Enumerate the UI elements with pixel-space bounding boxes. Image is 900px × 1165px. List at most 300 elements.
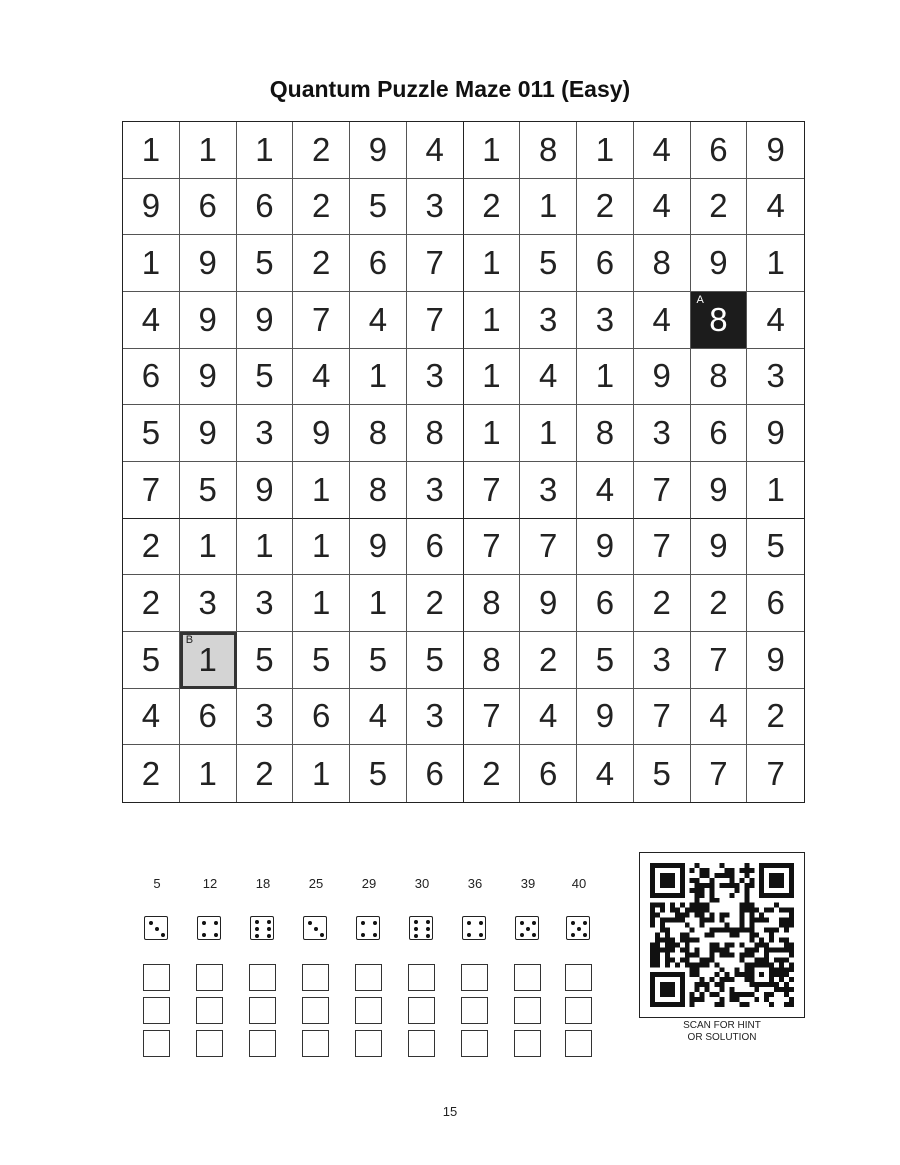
cell-value: 9	[652, 357, 671, 395]
grid-cell[interactable]	[407, 575, 464, 632]
cell-value: 9	[255, 300, 274, 338]
grid-cell[interactable]	[350, 179, 407, 236]
grid-cell[interactable]	[464, 519, 521, 576]
die-pip	[520, 933, 524, 937]
cell-value: 1	[141, 130, 161, 168]
grid-cell[interactable]	[123, 179, 180, 236]
grid-cell[interactable]	[691, 575, 748, 632]
grid-cell[interactable]	[577, 292, 634, 349]
grid-cell[interactable]	[577, 689, 634, 746]
die-pip	[479, 921, 483, 925]
grid-cell[interactable]	[464, 292, 521, 349]
grid-cell[interactable]	[577, 349, 634, 406]
cell-value: 6	[595, 584, 615, 622]
cell-value: 4	[141, 300, 161, 338]
grid-cell[interactable]	[180, 349, 237, 406]
grid-cell[interactable]	[237, 235, 294, 292]
dice-target-number: 18	[255, 876, 271, 891]
grid-cell[interactable]	[691, 349, 748, 406]
grid-cell[interactable]	[180, 689, 237, 746]
grid-cell[interactable]	[407, 292, 464, 349]
grid-cell[interactable]	[634, 632, 691, 689]
cell-value: 1	[198, 527, 217, 565]
grid-cell[interactable]	[237, 519, 294, 576]
grid-cell[interactable]	[747, 745, 804, 802]
cell-value: 8	[425, 414, 444, 452]
grid-cell[interactable]	[520, 745, 577, 802]
cell-value: 1	[311, 584, 331, 622]
cell-value: 2	[141, 754, 161, 792]
grid-cell[interactable]	[520, 519, 577, 576]
grid-cell[interactable]	[407, 235, 464, 292]
die-pip	[149, 921, 153, 925]
cell-value: 4	[141, 697, 161, 735]
grid-cell[interactable]	[123, 349, 180, 406]
grid-cell[interactable]	[407, 405, 464, 462]
cell-value: 1	[198, 640, 217, 678]
grid-cell[interactable]	[634, 122, 691, 179]
grid-cell[interactable]	[634, 292, 691, 349]
grid-cell[interactable]	[634, 745, 691, 802]
grid-cell[interactable]	[634, 689, 691, 746]
die-icon	[303, 916, 327, 940]
cell-value: 2	[141, 584, 161, 622]
cell-value: 1	[482, 300, 501, 338]
grid-cell[interactable]	[577, 575, 634, 632]
qr-caption-line2: OR SOLUTION	[687, 1032, 757, 1043]
grid-cell[interactable]	[180, 462, 237, 519]
cell-value: 2	[538, 640, 558, 678]
grid-cell[interactable]	[180, 405, 237, 462]
grid-cell[interactable]	[577, 519, 634, 576]
cell-value: 7	[652, 697, 671, 735]
grid-cell[interactable]	[747, 462, 804, 519]
answer-box[interactable]	[302, 964, 329, 991]
grid-cell[interactable]	[747, 405, 804, 462]
grid-cell[interactable]	[237, 462, 294, 519]
cell-value: 1	[198, 754, 217, 792]
cell-value: 8	[482, 640, 501, 678]
cell-value: 3	[595, 300, 615, 338]
grid-cell[interactable]	[520, 235, 577, 292]
answer-box[interactable]	[196, 1030, 223, 1057]
cell-value: 8	[709, 357, 728, 395]
answer-box[interactable]	[249, 1030, 276, 1057]
die-pip	[214, 921, 218, 925]
grid-cell[interactable]	[123, 292, 180, 349]
cell-value: 9	[198, 357, 217, 395]
answer-box[interactable]	[143, 997, 170, 1024]
grid-cell[interactable]	[123, 122, 180, 179]
grid-cell[interactable]	[520, 292, 577, 349]
answer-box[interactable]	[408, 997, 435, 1024]
cell-value: 3	[198, 584, 217, 622]
grid-cell[interactable]	[123, 462, 180, 519]
grid-cell[interactable]	[464, 349, 521, 406]
die-pip	[373, 921, 377, 925]
die-pip	[571, 921, 575, 925]
dice-target-number: 12	[202, 876, 218, 891]
cell-value: 6	[425, 527, 444, 565]
die-icon	[462, 916, 486, 940]
grid-cell[interactable]	[180, 235, 237, 292]
grid-cell[interactable]	[464, 235, 521, 292]
grid-cell[interactable]	[634, 235, 691, 292]
die-icon	[144, 916, 168, 940]
cell-value: 9	[766, 130, 785, 168]
grid-cell[interactable]	[237, 179, 294, 236]
grid-cell[interactable]	[123, 632, 180, 689]
grid-cell[interactable]	[293, 689, 350, 746]
cell-value: 2	[141, 527, 161, 565]
cell-value: 1	[311, 527, 331, 565]
cell-value: 9	[709, 527, 728, 565]
answer-box[interactable]	[249, 964, 276, 991]
cell-value: 4	[652, 187, 671, 225]
cell-value: 4	[652, 130, 671, 168]
grid-cell[interactable]	[293, 349, 350, 406]
grid-cell[interactable]	[577, 235, 634, 292]
grid-cell[interactable]	[577, 745, 634, 802]
grid-cell[interactable]	[293, 575, 350, 632]
cell-value: 1	[198, 130, 217, 168]
grid-cell[interactable]	[407, 179, 464, 236]
grid-cell[interactable]	[350, 349, 407, 406]
cell-value: 7	[425, 244, 444, 282]
cell-value: 6	[198, 697, 217, 735]
die-pip	[361, 933, 365, 937]
cell-value: 3	[652, 640, 671, 678]
grid-cell[interactable]	[691, 179, 748, 236]
grid-cell[interactable]	[577, 462, 634, 519]
grid-cell[interactable]	[464, 632, 521, 689]
cell-value: 3	[425, 470, 444, 508]
answer-box[interactable]	[143, 964, 170, 991]
grid-cell[interactable]	[293, 745, 350, 802]
grid-cell[interactable]	[293, 235, 350, 292]
grid-cell[interactable]	[634, 179, 691, 236]
cell-value: 9	[595, 527, 615, 565]
cell-value: 3	[255, 584, 274, 622]
grid-cell[interactable]	[180, 179, 237, 236]
end-cell[interactable]	[180, 632, 237, 689]
dice-target-number: 29	[361, 876, 377, 891]
grid-cell[interactable]	[634, 349, 691, 406]
grid-cell[interactable]	[350, 122, 407, 179]
die-pip	[532, 933, 536, 937]
grid-cell[interactable]	[350, 235, 407, 292]
dice-column	[301, 876, 331, 892]
grid-cell[interactable]	[123, 689, 180, 746]
grid-cell[interactable]	[350, 405, 407, 462]
grid-cell[interactable]	[407, 519, 464, 576]
answer-box[interactable]	[565, 964, 592, 991]
answer-box[interactable]	[514, 1030, 541, 1057]
cell-value: 1	[255, 527, 274, 565]
grid-cell[interactable]	[520, 575, 577, 632]
cell-value: 4	[538, 357, 558, 395]
answer-box[interactable]	[355, 1030, 382, 1057]
grid-cell[interactable]	[293, 405, 350, 462]
die-pip	[426, 934, 430, 938]
qr-code[interactable]	[639, 852, 805, 1018]
answer-box[interactable]	[143, 1030, 170, 1057]
grid-cell[interactable]	[407, 745, 464, 802]
cell-value: 5	[198, 470, 217, 508]
cell-value: 8	[368, 414, 388, 452]
answer-box[interactable]	[408, 1030, 435, 1057]
cell-value: 2	[255, 754, 274, 792]
grid-cell[interactable]	[237, 632, 294, 689]
cell-value: 9	[198, 300, 217, 338]
grid-cell[interactable]	[180, 745, 237, 802]
grid-cell[interactable]	[123, 745, 180, 802]
grid-cell[interactable]	[180, 519, 237, 576]
dice-column	[564, 876, 594, 892]
cell-value: 5	[368, 187, 388, 225]
cell-value: 3	[538, 300, 558, 338]
die-pip	[314, 927, 318, 931]
grid-cell[interactable]	[237, 689, 294, 746]
die-icon	[197, 916, 221, 940]
answer-box[interactable]	[514, 964, 541, 991]
answer-box[interactable]	[461, 997, 488, 1024]
cell-value: 1	[141, 244, 161, 282]
die-pip	[479, 933, 483, 937]
answer-box[interactable]	[408, 964, 435, 991]
grid-cell[interactable]	[350, 575, 407, 632]
grid-cell[interactable]	[520, 349, 577, 406]
grid-cell[interactable]	[350, 745, 407, 802]
grid-cell[interactable]	[691, 745, 748, 802]
answer-box[interactable]	[302, 1030, 329, 1057]
cell-value: 9	[198, 244, 217, 282]
grid-cell[interactable]	[464, 575, 521, 632]
cell-value: 4	[595, 754, 615, 792]
grid-cell[interactable]	[237, 575, 294, 632]
dice-column	[354, 876, 384, 892]
die-icon	[250, 916, 274, 940]
grid-cell[interactable]	[577, 122, 634, 179]
grid-cell[interactable]	[293, 179, 350, 236]
grid-cell[interactable]	[520, 689, 577, 746]
grid-cell[interactable]	[691, 462, 748, 519]
answer-box[interactable]	[565, 997, 592, 1024]
answer-box[interactable]	[355, 964, 382, 991]
grid-cell[interactable]	[407, 462, 464, 519]
grid-cell[interactable]	[577, 179, 634, 236]
grid-cell[interactable]	[691, 405, 748, 462]
grid-cell[interactable]	[577, 405, 634, 462]
grid-cell[interactable]	[407, 689, 464, 746]
grid-cell[interactable]	[577, 632, 634, 689]
cell-value: 4	[766, 187, 785, 225]
cell-value: 9	[538, 584, 558, 622]
die-pip	[267, 927, 271, 931]
grid-cell[interactable]	[747, 122, 804, 179]
cell-value: 2	[425, 584, 444, 622]
dice-target-number: 25	[308, 876, 324, 891]
qr-caption	[639, 1020, 805, 1044]
grid-cell[interactable]	[520, 632, 577, 689]
answer-box[interactable]	[565, 1030, 592, 1057]
grid-cell[interactable]	[293, 122, 350, 179]
grid-cell[interactable]	[407, 632, 464, 689]
cell-value: 1	[482, 357, 501, 395]
die-pip	[467, 921, 471, 925]
grid-cell[interactable]	[747, 349, 804, 406]
die-pip	[414, 934, 418, 938]
cell-value: 9	[709, 244, 728, 282]
number-grid	[122, 121, 805, 803]
grid-cell[interactable]	[237, 745, 294, 802]
grid-cell[interactable]	[407, 349, 464, 406]
grid-cell[interactable]	[180, 122, 237, 179]
grid-cell[interactable]	[691, 632, 748, 689]
grid-cell[interactable]	[747, 235, 804, 292]
cell-value: 9	[709, 470, 728, 508]
answer-box[interactable]	[461, 964, 488, 991]
grid-cell[interactable]	[293, 292, 350, 349]
die-icon	[566, 916, 590, 940]
grid-cell[interactable]	[293, 462, 350, 519]
cell-value: 9	[311, 414, 331, 452]
grid-cell[interactable]	[464, 405, 521, 462]
grid-cell[interactable]	[237, 122, 294, 179]
cell-value: 6	[368, 244, 388, 282]
cell-value: 6	[425, 754, 444, 792]
grid-cell[interactable]	[180, 575, 237, 632]
cell-value: 4	[709, 697, 728, 735]
grid-cell[interactable]	[634, 462, 691, 519]
grid-cell[interactable]	[747, 292, 804, 349]
grid-cell[interactable]	[180, 292, 237, 349]
cell-value: 8	[709, 300, 728, 338]
grid-cell[interactable]	[520, 122, 577, 179]
grid-cell[interactable]	[747, 689, 804, 746]
cell-value: 1	[482, 244, 501, 282]
answer-box[interactable]	[249, 997, 276, 1024]
die-pip	[520, 921, 524, 925]
cell-value: 2	[709, 584, 728, 622]
cell-value: 8	[595, 414, 615, 452]
grid-cell[interactable]	[123, 405, 180, 462]
answer-box[interactable]	[196, 997, 223, 1024]
cell-value: 7	[141, 470, 161, 508]
cell-value: 6	[198, 187, 217, 225]
cell-value: 4	[425, 130, 444, 168]
dice-column	[407, 876, 437, 892]
grid-cell[interactable]	[464, 689, 521, 746]
answer-box[interactable]	[355, 997, 382, 1024]
die-pip	[526, 927, 530, 931]
cell-value: 7	[652, 470, 671, 508]
cell-value: 2	[311, 130, 331, 168]
cell-value: 1	[368, 584, 388, 622]
die-pip	[202, 933, 206, 937]
cell-value: 8	[482, 584, 501, 622]
grid-cell[interactable]	[123, 575, 180, 632]
cell-value: 5	[425, 640, 444, 678]
grid-cell[interactable]	[293, 632, 350, 689]
start-cell[interactable]	[691, 292, 748, 349]
grid-cell[interactable]	[350, 292, 407, 349]
die-pip	[414, 920, 418, 924]
grid-cell[interactable]	[464, 745, 521, 802]
grid-cell[interactable]	[747, 575, 804, 632]
die-pip	[373, 933, 377, 937]
cell-value: 1	[766, 244, 785, 282]
grid-cell[interactable]	[237, 292, 294, 349]
grid-cell[interactable]	[464, 179, 521, 236]
grid-cell[interactable]	[520, 462, 577, 519]
cell-value: 6	[766, 584, 785, 622]
cell-value: 9	[595, 697, 615, 735]
grid-cell[interactable]	[691, 689, 748, 746]
grid-cell[interactable]	[747, 179, 804, 236]
cell-value: 3	[652, 414, 671, 452]
die-pip	[308, 921, 312, 925]
grid-cell[interactable]	[520, 405, 577, 462]
grid-cell[interactable]	[293, 519, 350, 576]
grid-cell[interactable]	[520, 179, 577, 236]
die-pip	[255, 927, 259, 931]
grid-cell[interactable]	[464, 462, 521, 519]
start-marker: A	[696, 294, 704, 306]
grid-cell[interactable]	[237, 405, 294, 462]
die-pip	[532, 921, 536, 925]
grid-cell[interactable]	[350, 519, 407, 576]
grid-cell[interactable]	[691, 519, 748, 576]
grid-cell[interactable]	[407, 122, 464, 179]
cell-value: 9	[141, 187, 161, 225]
grid-cell[interactable]	[691, 122, 748, 179]
cell-value: 5	[311, 640, 331, 678]
cell-value: 7	[709, 754, 728, 792]
die-pip	[414, 927, 418, 931]
grid-cell[interactable]	[350, 632, 407, 689]
grid-cell[interactable]	[123, 235, 180, 292]
cell-value: 1	[595, 130, 615, 168]
answer-box[interactable]	[196, 964, 223, 991]
cell-value: 3	[255, 697, 274, 735]
cell-value: 9	[368, 527, 388, 565]
dice-target-number: 36	[467, 876, 483, 891]
answer-box[interactable]	[302, 997, 329, 1024]
grid-cell[interactable]	[464, 122, 521, 179]
cell-value: 3	[425, 187, 444, 225]
grid-cell[interactable]	[350, 462, 407, 519]
grid-cell[interactable]	[747, 519, 804, 576]
cell-value: 1	[311, 754, 331, 792]
grid-cell[interactable]	[691, 235, 748, 292]
answer-box[interactable]	[514, 997, 541, 1024]
cell-value: 2	[482, 754, 501, 792]
grid-cell[interactable]	[634, 519, 691, 576]
grid-cell[interactable]	[123, 519, 180, 576]
cell-value: 5	[595, 640, 615, 678]
grid-cell[interactable]	[237, 349, 294, 406]
grid-cell[interactable]	[634, 405, 691, 462]
grid-cell[interactable]	[747, 632, 804, 689]
grid-cell[interactable]	[350, 689, 407, 746]
grid-cell[interactable]	[634, 575, 691, 632]
answer-box[interactable]	[461, 1030, 488, 1057]
cell-value: 2	[709, 187, 728, 225]
cell-value: 9	[368, 130, 388, 168]
cell-value: 6	[595, 244, 615, 282]
dice-column	[248, 876, 278, 892]
